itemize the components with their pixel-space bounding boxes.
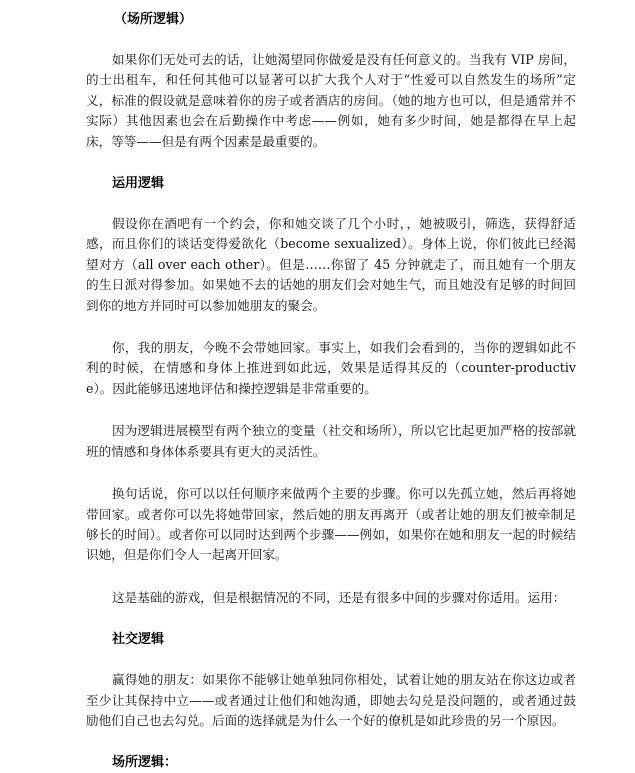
document-page — [86, 10, 576, 773]
section-heading-venue-logic: （场所逻辑） — [114, 12, 193, 27]
paragraph-bar-date-example: 假设你在酒吧有一个约会，你和她交谈了几个小时，，她被吸引，筛选，获得舒适感，而且你们的谈话变得爱欲化（become sexualized）。身体上说，你们彼此已经渴望对方（all over each other）。但是……你留了 45 分钟就走了，而且她有一个朋友的生日派对得参加。如果她不去的话她的朋友们会对她生气，而且她没有足够的时间回到你的地方并同时可以参加她朋友的聚会。 — [86, 216, 576, 313]
section-heading-applying-logic: 运用逻辑 — [112, 176, 165, 192]
paragraph-win-friends: 赢得她的朋友：如果你不能够让她单独同你相处，试着让她的朋友站在你这边或者至少让其保持中立——或者通过让他们和她沟通，即她去勾兑是没问题的，或者通过鼓励他们自己也去勾兑。后面的选择就是为什么一个好的僚机是如此珍贵的另一个原因。 — [86, 672, 576, 728]
paragraph-basic-game: 这是基础的游戏，但是根据情况的不同，还是有很多中间的步骤对你适用。运用： — [112, 589, 566, 605]
paragraph-venue-intro: 如果你们无处可去的话，让她渴望同你做爱是没有任何意义的。当我有 VIP 房间，的士出租车，和任何其他可以显著可以扩大我个人对于“性爱可以自然发生的场所”定义，标准的假设就是意味着你的房子或者酒店的房间。（她的地方也可以，但是通常并不实际）其他因素也会在后勤操作中考虑——例如，她有多少时间，她是都得在早上起床，等等——但是有两个因素是最重要的。 — [86, 52, 576, 149]
paragraph-any-order: 换句话说，你可以以任何顺序来做两个主要的步骤。你可以先孤立她，然后再将她带回家。或者你可以先将她带回家，然后她的朋友再离开（或者让她的朋友们被牵制足够长的时间）。或者你可以同时达到两个步骤——例如，如果你在她和朋友一起的时候结识她，但是你们令人一起离开回家。 — [86, 486, 576, 563]
section-heading-venue-logic-2: 场所逻辑： — [112, 755, 178, 771]
paragraph-two-variables: 因为逻辑进展模型有两个独立的变量（社交和场所），所以它比起更加严格的按部就班的情感和身体体系要具有更大的灵活性。 — [86, 423, 576, 459]
paragraph-not-tonight: 你，我的朋友，今晚不会带她回家。事实上，如我们会看到的，当你的逻辑如此不利的时候，在情感和身体上推进到如此远，效果是适得其反的（counter-productive）。因此能够迅速地评估和操控逻辑是非常重要的。 — [86, 340, 576, 396]
section-heading-social-logic: 社交逻辑 — [112, 632, 165, 648]
